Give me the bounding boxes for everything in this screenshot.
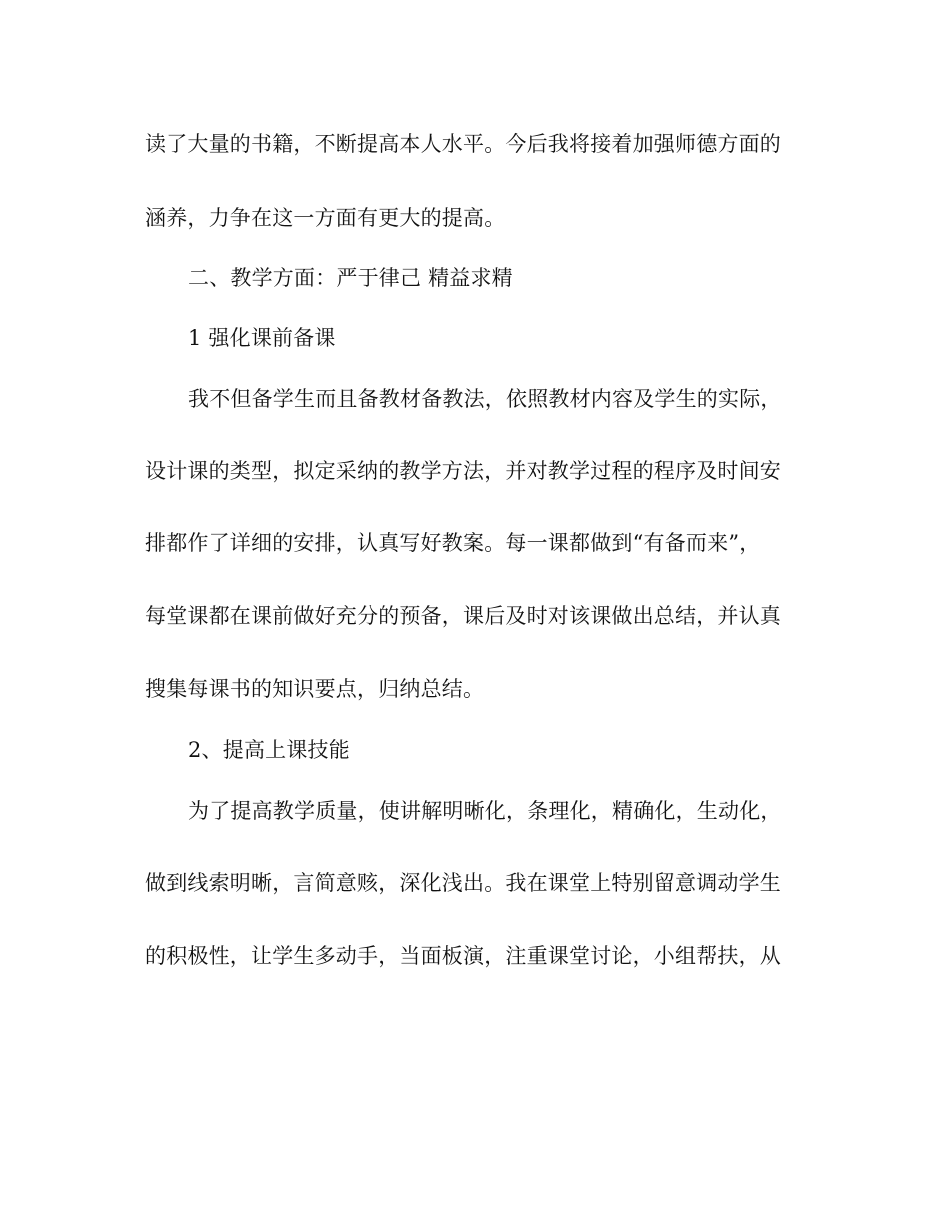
paragraph-line: 读了大量的书籍，不断提高本人水平。今后我将接着加强师德方面的 [145,132,781,156]
paragraph-line: 的积极性，让学生多动手，当面板演，注重课堂讨论，小组帮扶，从 [145,944,781,968]
subsection-heading: 1 强化课前备课 [188,326,336,350]
paragraph-line: 排都作了详细的安排，认真写好教案。每一课都做到“有备而来”， [145,531,761,555]
paragraph-line: 设计课的类型，拟定采纳的教学方法，并对教学过程的程序及时间安 [145,459,781,483]
paragraph-line: 每堂课都在课前做好充分的预备，课后及时对该课做出总结，并认真 [145,604,781,628]
section-heading: 二、教学方面：严于律己 精益求精 [188,266,513,290]
paragraph-line: 涵养，力争在这一方面有更大的提高。 [145,206,506,230]
paragraph-line: 做到线索明晰，言简意赅，深化浅出。我在课堂上特别留意调动学生 [145,871,781,895]
paragraph-line: 为了提高教学质量，使讲解明晰化，条理化，精确化，生动化， [188,799,782,823]
subsection-heading: 2、提高上课技能 [188,738,350,762]
paragraph-line: 我不但备学生而且备教材备教法，依照教材内容及学生的实际， [188,387,782,411]
paragraph-line: 搜集每课书的知识要点，归纳总结。 [145,677,485,701]
